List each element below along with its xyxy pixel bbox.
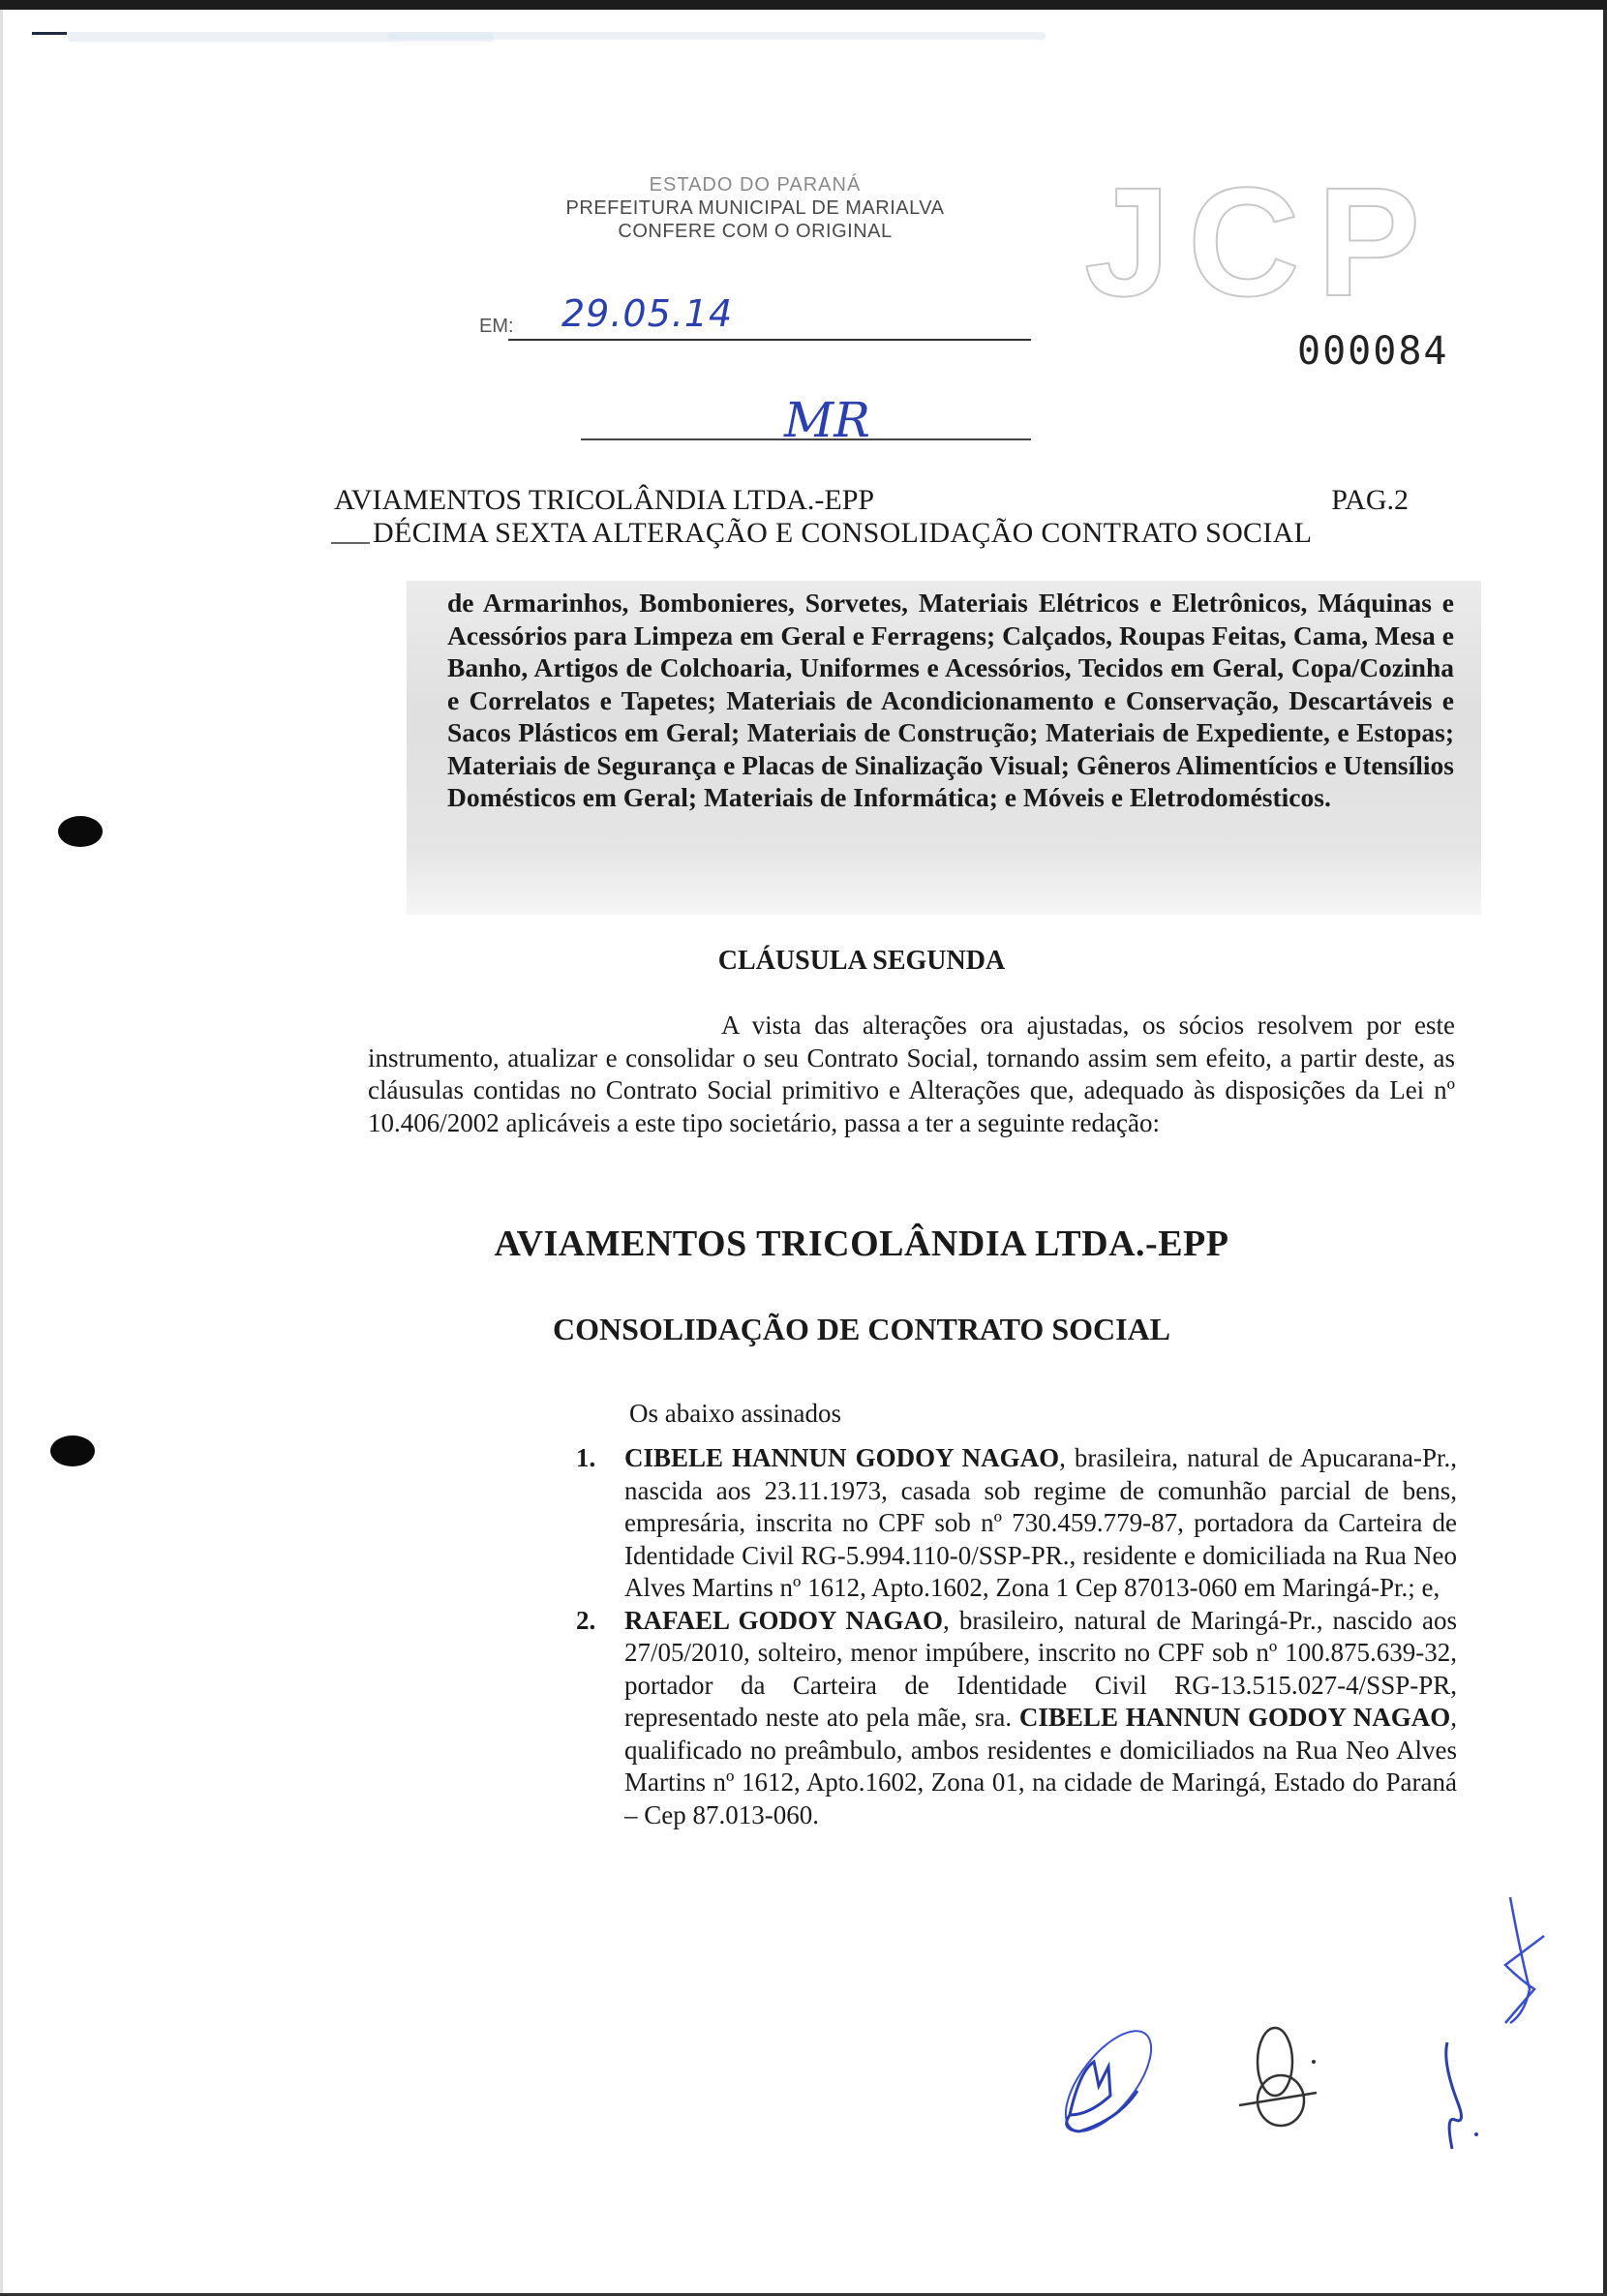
punch-hole-top [58,816,103,847]
document-number: 000084 [1297,329,1449,374]
perforation-mark: JCP [1084,155,1439,328]
stamp-date-line [508,339,1031,341]
stamp-handwritten-initials: MR [784,392,870,448]
socios-list [576,1442,1457,1831]
authentication-stamp [484,174,1026,243]
header-subtitle: DÉCIMA SEXTA ALTERAÇÃO E CONSOLIDAÇÃO CONTRATO SOCIAL [373,517,1313,549]
signature-1-icon [1041,2023,1186,2159]
scan-right-border [1603,10,1607,2296]
stamp-confere: CONFERE COM O ORIGINAL [618,221,893,242]
signature-2-icon [1234,2023,1321,2139]
clausula-segunda-text: A vista das alterações ora ajustadas, os sócios resolvem por este instrumento, atualizar e consolidar o seu Contrato Social, tornando assim sem efeito, a partir deste, as cláusulas contidas no Contrato Social primitivo e Alterações que, adequado às disposições da Lei nº 10.406/2002 aplicáveis a este tipo societário, passa a ter a seguinte redação: [368,1011,1455,1137]
consolidacao-subtitle: CONSOLIDAÇÃO DE CONTRATO SOCIAL [552,1312,1171,1346]
socio-name: CIBELE HANNUN GODOY NAGAO [624,1443,1060,1472]
socio-item [576,1605,1457,1832]
stamp-prefeitura: PREFEITURA MUNICIPAL DE MARIALVA [565,197,945,219]
signature-4-icon [1501,1892,1568,2028]
page-header [334,484,1409,517]
socio-item [576,1442,1457,1605]
header-page-number: PAG.2 [1331,484,1409,516]
stamp-state: ESTADO DO PARANÁ [649,174,862,196]
scan-smudge [387,32,1046,40]
stamp-em-label: EM: [479,316,514,337]
corner-mark [32,32,67,35]
header-dash-mark [331,542,370,544]
socio-details: , brasileiro, natural de Maringá-Pr., nascido aos 27/05/2010, solteiro, menor impúbere, inscrito no CPF sob nº 100.875.639-32, portador da Carteira de Identidade Civil RG-13.515.027-4/SSP-PR, representado neste ato pela mãe, sra. [624,1605,1457,1732]
signature-3-icon [1438,2033,1496,2159]
punch-hole-bottom [50,1435,95,1466]
socio-number: 2. [576,1605,596,1635]
header-company: AVIAMENTOS TRICOLÂNDIA LTDA.-EPP [334,484,875,516]
stamp-signature-line [581,438,1031,440]
consolidacao-company-title: AVIAMENTOS TRICOLÂNDIA LTDA.-EPP [494,1224,1229,1264]
socio-representative-name: CIBELE HANNUN GODOY NAGAO [1018,1703,1451,1732]
consolidacao-intro: Os abaixo assinados [629,1399,841,1428]
scan-top-border [0,0,1607,10]
objeto-paragraph: de Armarinhos, Bombonieres, Sorvetes, Materiais Elétricos e Eletrônicos, Máquinas e Acessórios para Limpeza em Geral e Ferragens; Calçados, Roupas Feitas, Cama, Mesa e Banho, Artigos de Colchoaria, Uniformes e Acessórios, Tecidos em Geral, Copa/Cozinha e Correlatos e Tapetes; Materiais de Acondicionamento e Conservação, Descartáveis e Sacos Plásticos em Geral; Materiais de Construção; Materiais de Expediente, e Estopas; Materiais de Segurança e Placas de Sinalização Visual; Gêneros Alimentícios e Utensílios Domésticos em Geral; Materiais de Informática; e Móveis e Eletrodomésticos. [447,588,1454,812]
clausula-segunda-title: CLÁUSULA SEGUNDA [717,946,1006,976]
socio-number: 1. [576,1443,596,1472]
socio-details-continued: , qualificado no preâmbulo, ambos residentes e domiciliados na Rua Neo Alves Martins nº 1612, Apto.1602, Zona 01, na cidade de Maringá, Estado do Paraná – Cep 87.013-060. [624,1703,1457,1829]
socio-name: RAFAEL GODOY NAGAO [624,1605,944,1635]
socio-details: , brasileira, natural de Apucarana-Pr., nascida aos 23.11.1973, casada sob regime de comunhão parcial de bens, empresária, inscrita no CPF sob nº 730.459.779-87, portadora da Carteira de Identidade Civil RG-5.994.110-0/SSP-PR., residente e domiciliada na Rua Neo Alves Martins nº 1612, Apto.1602, Zona 1 Cep 87013-060 em Maringá-Pr.; e, [624,1443,1457,1602]
scan-left-edge [0,10,3,2296]
stamp-handwritten-date: 29.05.14 [561,292,734,335]
